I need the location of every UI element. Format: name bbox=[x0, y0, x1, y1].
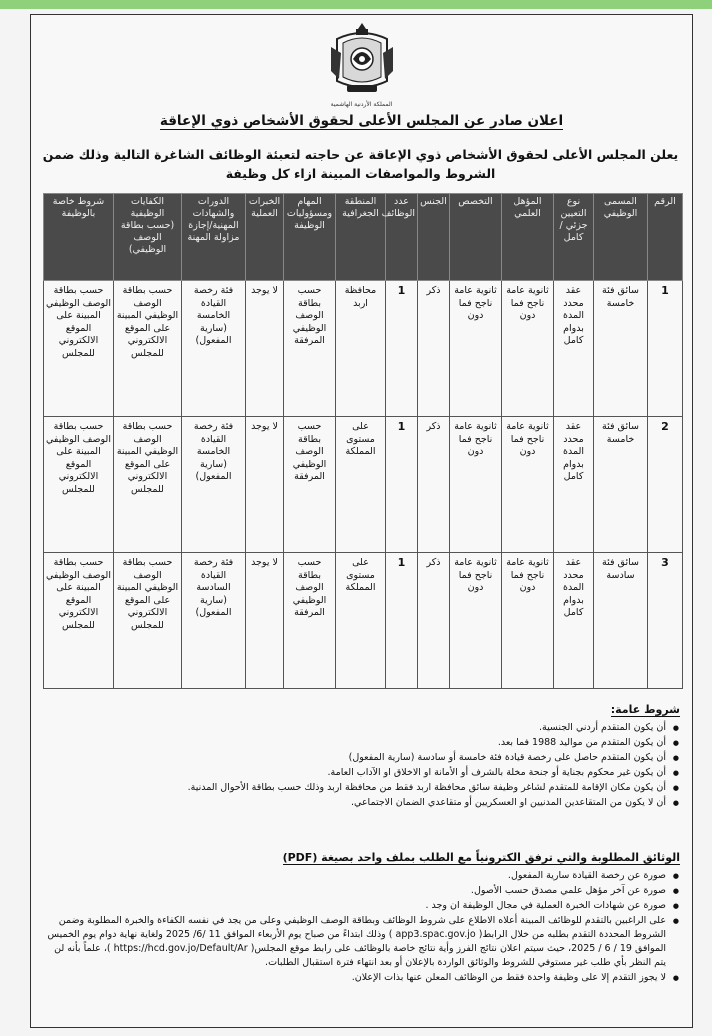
list-item: ● صورة عن شهادات الخبرة العملية في مجال الوظيفة ان وجد . bbox=[43, 899, 666, 913]
cell-job-title: سائق فئة خامسة bbox=[594, 417, 648, 553]
col-number: الرقم bbox=[648, 194, 683, 281]
jordan-coat-of-arms-icon bbox=[327, 19, 397, 99]
cell-qualification: ثانوية عامة ناجح فما دون bbox=[502, 281, 554, 417]
cell-job-title: سائق فئة خامسة bbox=[594, 281, 648, 417]
cell-region: على مستوى المملكة bbox=[336, 417, 386, 553]
col-gender: الجنس bbox=[418, 194, 450, 281]
col-job-title: المسمى الوظيفي bbox=[594, 194, 648, 281]
cell-vacancy-count: 1 bbox=[386, 553, 418, 689]
col-experience: الخبرات العملية bbox=[246, 194, 284, 281]
col-courses: الدورات والشهادات المهنية/إجازة مزاولة المهنة bbox=[182, 194, 246, 281]
list-item: ● أن يكون مكان الإقامة للمتقدم لشاغر وظيفة سائق محافظة اربد فقط من محافظة اربد وذلك حسب بطاقة الأحوال المدنية. bbox=[43, 781, 666, 795]
list-item: ● أن لا يكون من المتقاعدين المدنيين او العسكريين أو متقاعدي الضمان الاجتماعي. bbox=[43, 796, 666, 810]
table-header-row bbox=[44, 194, 683, 281]
list-item: ● صورة عن رخصة القيادة سارية المفعول. bbox=[43, 869, 666, 883]
cell-gender: ذكر bbox=[418, 417, 450, 553]
col-qualification: المؤهل العلمي bbox=[502, 194, 554, 281]
required-documents-title: الوثائق المطلوبة والتي ترفق الكترونياً مع الطلب بملف واحد بصيغة (PDF) bbox=[282, 851, 680, 864]
list-item: ● على الراغبين بالتقدم للوظائف المبينة أعلاه الاطلاع على شروط الوظائف وبطاقة الوصف الوظيفي وعلى من يجد في نفسه الكفاءة والخبرة المطلوبة وضمن الشروط المحددة التقدم بطلبه من خلال الرابط( app3.spac.gov.jo ) وذلك ابتداءً من صباح يوم الأربعاء الموافق 11 /6/ 2025 ولغاية نهاية دوام يوم الخميس الموافق 19 / 6 / 2025، حيث سيتم اعلان نتائج الفرز وأية نتائج خاصة بالوظائف على رابط موقع المجلس( https://hcd.gov.jo/Default/Ar )، علماً بأنه لن يتم النظر بأي طلب غير مستوفي للشروط والوثائق الواردة بالإعلان أو بعد انتهاء فترة استقبال الطلبات. bbox=[43, 914, 666, 970]
cell-region: محافظة اربد bbox=[336, 281, 386, 417]
col-duties: المهام ومسؤوليات الوظيفة bbox=[284, 194, 336, 281]
cell-vacancy-count: 1 bbox=[386, 281, 418, 417]
cell-number: 2 bbox=[648, 417, 683, 553]
col-appointment-type: نوع التعيين جزئي / كامل bbox=[554, 194, 594, 281]
cell-number: 1 bbox=[648, 281, 683, 417]
col-vacancy-count: عدد الوظائف bbox=[386, 194, 418, 281]
list-item: ● أن يكون المتقدم حاصل على رخصة قيادة فئة خامسة أو سادسة (سارية المفعول) bbox=[43, 751, 666, 765]
cell-special-conditions: حسب بطاقة الوصف الوظيفي المبينة على الموقع الالكتروني للمجلس bbox=[44, 281, 114, 417]
cell-appointment-type: عقد محدد المدة بدوام كامل bbox=[554, 553, 594, 689]
cell-specialization: ثانوية عامة ناجح فما دون bbox=[450, 281, 502, 417]
list-item: ● أن يكون المتقدم أردني الجنسية. bbox=[43, 721, 666, 735]
list-item: ● لا يجوز التقدم إلا على وظيفة واحدة فقط من الوظائف المعلن عنها بذات الإعلان. bbox=[43, 971, 666, 985]
cell-number: 3 bbox=[648, 553, 683, 689]
cell-specialization: ثانوية عامة ناجح فما دون bbox=[450, 417, 502, 553]
announcement-page bbox=[30, 14, 693, 1028]
emblem-caption: المملكة الأردنية الهاشمية bbox=[330, 101, 393, 108]
col-special-conditions: شروط خاصة بالوظيفة bbox=[44, 194, 114, 281]
top-green-strip bbox=[0, 0, 712, 9]
cell-appointment-type: عقد محدد المدة بدوام كامل bbox=[554, 281, 594, 417]
cell-qualification: ثانوية عامة ناجح فما دون bbox=[502, 417, 554, 553]
cell-experience: لا يوجد bbox=[246, 553, 284, 689]
announcement-intro: يعلن المجلس الأعلى لحقوق الأشخاص ذوي الإعاقة عن حاجته لتعبئة الوظائف الشاغرة التالية وذلك ضمن الشروط والمواصفات المبينة ازاء كل وظيفة bbox=[42, 147, 679, 181]
col-specialization: التخصص bbox=[450, 194, 502, 281]
required-documents-list bbox=[43, 869, 680, 985]
cell-competencies: حسب بطاقة الوصف الوظيفي المبينة على الموقع الالكتروني للمجلس bbox=[114, 281, 182, 417]
table-row bbox=[44, 553, 683, 689]
general-conditions-title: شروط عامة: bbox=[610, 703, 680, 716]
cell-gender: ذكر bbox=[418, 553, 450, 689]
general-conditions-list bbox=[43, 721, 680, 810]
cell-gender: ذكر bbox=[418, 281, 450, 417]
table-row bbox=[44, 417, 683, 553]
general-conditions-section bbox=[43, 703, 680, 811]
cell-experience: لا يوجد bbox=[246, 417, 284, 553]
cell-region: على مستوى المملكة bbox=[336, 553, 386, 689]
jobs-table bbox=[43, 193, 683, 689]
cell-courses: فئة رخصة القيادة الخامسة (سارية المفعول) bbox=[182, 417, 246, 553]
cell-specialization: ثانوية عامة ناجح فما دون bbox=[450, 553, 502, 689]
cell-courses: فئة رخصة القيادة الخامسة (سارية المفعول) bbox=[182, 281, 246, 417]
list-item: ● صورة عن آخر مؤهل علمي مصدق حسب الأصول. bbox=[43, 884, 666, 898]
announcement-title: اعلان صادر عن المجلس الأعلى لحقوق الأشخاص ذوي الإعاقة bbox=[159, 113, 564, 129]
list-item: ● أن يكون المتقدم من مواليد 1988 فما بعد. bbox=[43, 736, 666, 750]
cell-duties: حسب بطاقة الوصف الوظيفي المرفقة bbox=[284, 553, 336, 689]
cell-special-conditions: حسب بطاقة الوصف الوظيفي المبينة على الموقع الالكتروني للمجلس bbox=[44, 553, 114, 689]
table-row bbox=[44, 281, 683, 417]
required-documents-section bbox=[43, 851, 680, 986]
cell-courses: فئة رخصة القيادة السادسة (سارية المفعول) bbox=[182, 553, 246, 689]
cell-competencies: حسب بطاقة الوصف الوظيفي المبينة على الموقع الالكتروني للمجلس bbox=[114, 417, 182, 553]
cell-experience: لا يوجد bbox=[246, 281, 284, 417]
cell-vacancy-count: 1 bbox=[386, 417, 418, 553]
cell-job-title: سائق فئة سادسة bbox=[594, 553, 648, 689]
list-item: ● أن يكون غير محكوم بجناية أو جنحة مخلة بالشرف أو الأمانة او الاخلاق او الآداب العامة. bbox=[43, 766, 666, 780]
col-competencies: الكفايات الوظيفية (حسب بطاقة الوصف الوظيفي) bbox=[114, 194, 182, 281]
col-region: المنطقة الجغرافية bbox=[336, 194, 386, 281]
cell-appointment-type: عقد محدد المدة بدوام كامل bbox=[554, 417, 594, 553]
cell-qualification: ثانوية عامة ناجح فما دون bbox=[502, 553, 554, 689]
cell-duties: حسب بطاقة الوصف الوظيفي المرفقة bbox=[284, 417, 336, 553]
cell-competencies: حسب بطاقة الوصف الوظيفي المبينة على الموقع الالكتروني للمجلس bbox=[114, 553, 182, 689]
cell-special-conditions: حسب بطاقة الوصف الوظيفي المبينة على الموقع الالكتروني للمجلس bbox=[44, 417, 114, 553]
cell-duties: حسب بطاقة الوصف الوظيفي المرفقة bbox=[284, 281, 336, 417]
